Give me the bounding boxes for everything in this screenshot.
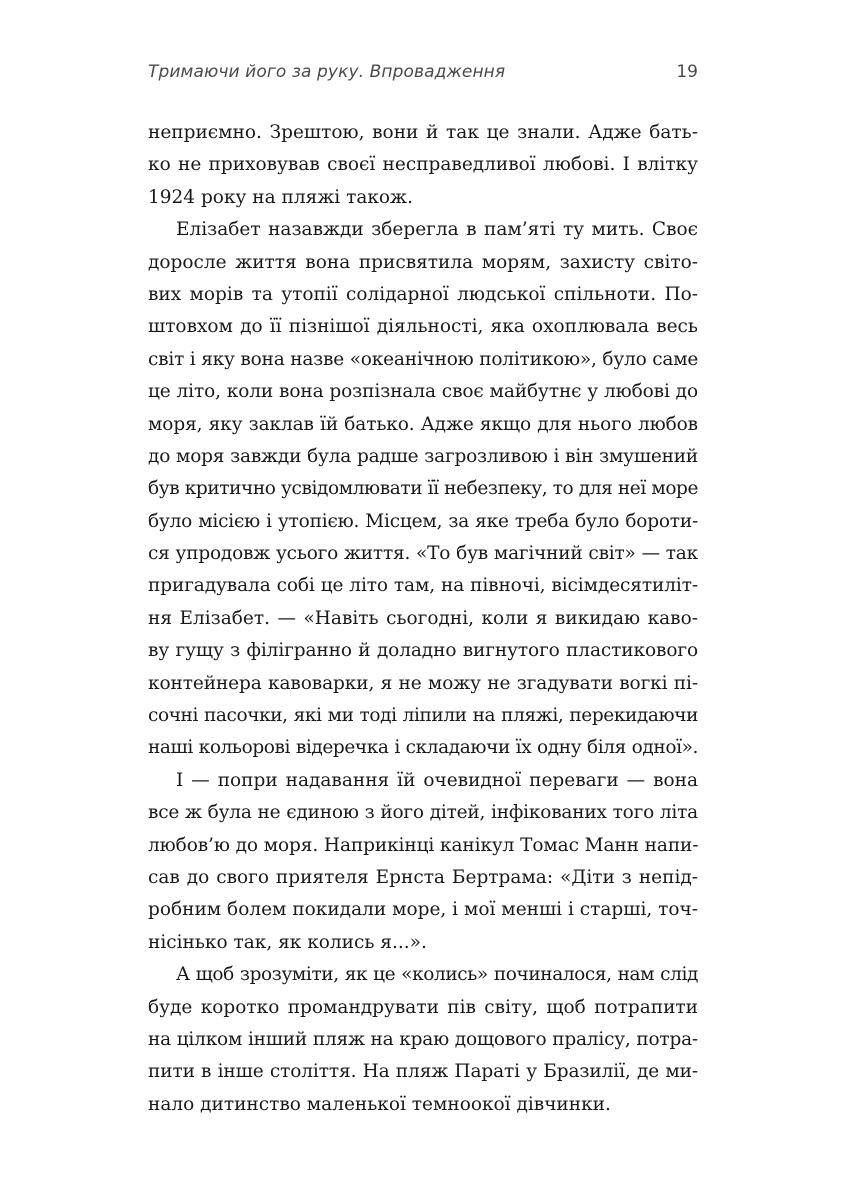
- text-line: до моря завжди була радше загрозливою і він змушений: [148, 445, 698, 467]
- page-header: [148, 62, 698, 92]
- text-line: пригадувала собі це літо там, на півночі, вісімдесятиліт-: [148, 575, 698, 597]
- text-line: 1924 року на пляжі також.: [148, 186, 413, 208]
- text-line: моря, яку заклав їй батько. Адже якщо для нього любов: [148, 413, 698, 435]
- text-line: буде коротко промандрувати пів світу, щоб потрапити: [148, 996, 698, 1018]
- text-line: наші кольорові відеречка і складаючи їх одну біля одної».: [148, 737, 698, 759]
- text-line: був критично усвідомлювати її небезпеку, то для неї море: [148, 478, 699, 500]
- text-line: неприємно. Зрештою, вони й так це знали. Адже бать-: [148, 122, 698, 143]
- text-line: доросле життя вона присвятила морям, захисту світо-: [148, 251, 698, 273]
- text-line: сав до свого приятеля Ернста Бертрама: «Діти з непід-: [148, 866, 698, 888]
- text-line: Елізабет назавжди зберегла в пам’яті ту мить. Своє: [176, 219, 698, 241]
- text-line: нісінько так, як колись я...».: [148, 931, 427, 953]
- text-line: вих морів та утопії солідарної людської спільноти. По-: [148, 283, 698, 305]
- text-line: ся упродовж усього життя. «То був магічний світ» — так: [148, 543, 698, 565]
- paragraph: [148, 214, 698, 765]
- text-line: контейнера кавоварки, я не можу не згадувати вогкі пі-: [148, 672, 698, 694]
- body-text: [148, 117, 698, 1121]
- page-number: 19: [676, 62, 698, 82]
- paragraph: [148, 959, 698, 1121]
- text-line: ву гущу з філігранно й доладно вигнутого пластикового: [148, 640, 698, 662]
- paragraph: [148, 765, 698, 959]
- text-line: робним болем покидали море, і мої менші і старші, точ-: [148, 899, 698, 921]
- text-line: А щоб зрозуміти, як це «колись» починалося, нам слід: [176, 964, 698, 986]
- paragraph: [148, 117, 698, 214]
- text-line: світ і яку вона назве «океанічною політикою», було саме: [148, 348, 699, 370]
- text-line: це літо, коли вона розпізнала своє майбутнє у любові до: [148, 381, 698, 403]
- text-line: на цілком інший пляж на краю дощового пралісу, потра-: [148, 1028, 698, 1050]
- text-line: нало дитинство маленької темноокої дівчинки.: [148, 1093, 611, 1115]
- text-line: все ж була не єдиною з його дітей, інфікованих того літа: [148, 802, 698, 824]
- text-line: було місією і утопією. Місцем, за яке треба було бороти-: [148, 510, 698, 532]
- text-line: пити в інше століття. На пляж Параті у Бразилії, де ми-: [148, 1061, 698, 1083]
- text-line: ня Елізабет. — «Навіть сьогодні, коли я викидаю каво-: [148, 607, 698, 629]
- text-line: штовхом до її пізнішої діяльності, яка охоплювала весь: [148, 316, 698, 338]
- running-title: Тримаючи його за руку. Впровадження: [148, 62, 506, 82]
- text-line: ко не приховував своєї несправедливої любові. І влітку: [148, 154, 698, 176]
- text-line: сочні пасочки, які ми тоді ліпили на пляжі, перекидаючи: [148, 705, 698, 727]
- text-line: І — попри надавання їй очевидної переваги — вона: [176, 769, 698, 791]
- text-line: любов’ю до моря. Наприкінці канікул Томас Манн напи-: [148, 834, 699, 856]
